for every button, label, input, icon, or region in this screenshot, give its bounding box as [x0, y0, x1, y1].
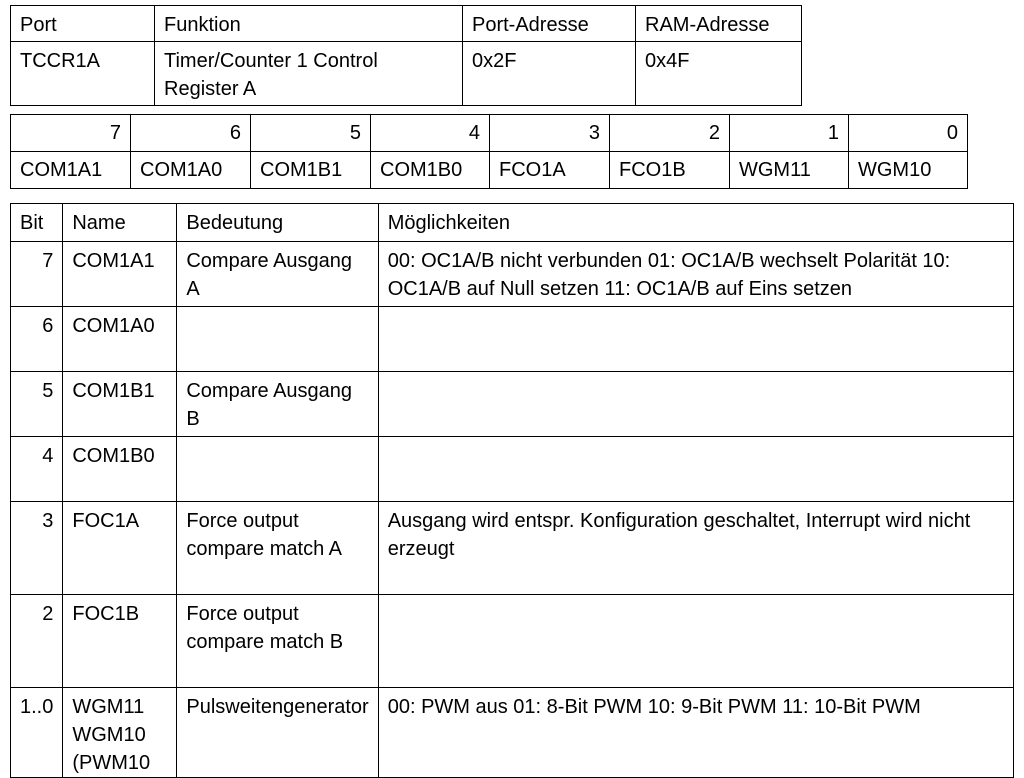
row-name: COM1B1 [63, 372, 177, 437]
table-row [11, 242, 1014, 307]
description-table [10, 203, 1014, 778]
table-row [11, 372, 1014, 437]
description-header-row [11, 204, 1014, 242]
row-options [378, 307, 1013, 372]
row-bit: 7 [11, 242, 63, 307]
register-row [11, 42, 802, 106]
bit-name: FCO1B [610, 152, 730, 189]
row-name: FOC1B [63, 595, 177, 688]
bit-number: 4 [371, 115, 490, 152]
bit-name: WGM10 [849, 152, 968, 189]
bit-number: 6 [131, 115, 251, 152]
bit-number: 3 [490, 115, 610, 152]
row-options [378, 437, 1013, 502]
row-bit: 4 [11, 437, 63, 502]
bit-name: COM1A1 [11, 152, 131, 189]
bit-number: 0 [849, 115, 968, 152]
row-meaning [177, 437, 378, 502]
row-meaning: Force output compare match A [177, 502, 378, 595]
bit-name-row [11, 152, 968, 189]
row-bit: 2 [11, 595, 63, 688]
row-meaning: Force output compare match B [177, 595, 378, 688]
bit-number: 7 [11, 115, 131, 152]
register-ram-address: 0x4F [636, 42, 802, 106]
row-meaning: Pulsweitengenerator [177, 688, 378, 778]
register-function: Timer/Counter 1 Control Register A [155, 42, 463, 106]
table-row [11, 595, 1014, 688]
row-bit: 1..0 [11, 688, 63, 778]
bit-layout-table [10, 114, 968, 189]
bit-name: COM1A0 [131, 152, 251, 189]
header-ram-address: RAM-Adresse [636, 6, 802, 42]
table-row [11, 437, 1014, 502]
row-name: COM1A1 [63, 242, 177, 307]
header-port: Port [11, 6, 155, 42]
header-function: Funktion [155, 6, 463, 42]
row-options [378, 595, 1013, 688]
header-port-address: Port-Adresse [463, 6, 636, 42]
register-table [10, 5, 802, 106]
row-options: 00: OC1A/B nicht verbunden 01: OC1A/B wechselt Polarität 10: OC1A/B auf Null setzen 11: OC1A/B auf Eins setzen [378, 242, 1013, 307]
bit-number: 2 [610, 115, 730, 152]
bit-name: FCO1A [490, 152, 610, 189]
register-port: TCCR1A [11, 42, 155, 106]
row-name: COM1B0 [63, 437, 177, 502]
register-port-address: 0x2F [463, 42, 636, 106]
row-meaning: Compare Ausgang A [177, 242, 378, 307]
table-row [11, 502, 1014, 595]
row-options [378, 372, 1013, 437]
row-name: WGM11 WGM10 (PWM10 [63, 688, 177, 778]
bit-name: COM1B0 [371, 152, 490, 189]
bit-number-row [11, 115, 968, 152]
bit-name: WGM11 [730, 152, 849, 189]
row-name: FOC1A [63, 502, 177, 595]
header-bit: Bit [11, 204, 63, 242]
row-bit: 3 [11, 502, 63, 595]
bit-number: 1 [730, 115, 849, 152]
row-name: COM1A0 [63, 307, 177, 372]
table-row [11, 688, 1014, 778]
bit-number: 5 [251, 115, 371, 152]
header-name: Name [63, 204, 177, 242]
row-meaning [177, 307, 378, 372]
header-options: Möglichkeiten [378, 204, 1013, 242]
table-row [11, 307, 1014, 372]
bit-name: COM1B1 [251, 152, 371, 189]
register-header-row [11, 6, 802, 42]
row-options: 00: PWM aus 01: 8-Bit PWM 10: 9-Bit PWM 11: 10-Bit PWM [378, 688, 1013, 778]
row-options: Ausgang wird entspr. Konfiguration geschaltet, Interrupt wird nicht erzeugt [378, 502, 1013, 595]
header-meaning: Bedeutung [177, 204, 378, 242]
row-bit: 6 [11, 307, 63, 372]
row-bit: 5 [11, 372, 63, 437]
row-meaning: Compare Ausgang B [177, 372, 378, 437]
